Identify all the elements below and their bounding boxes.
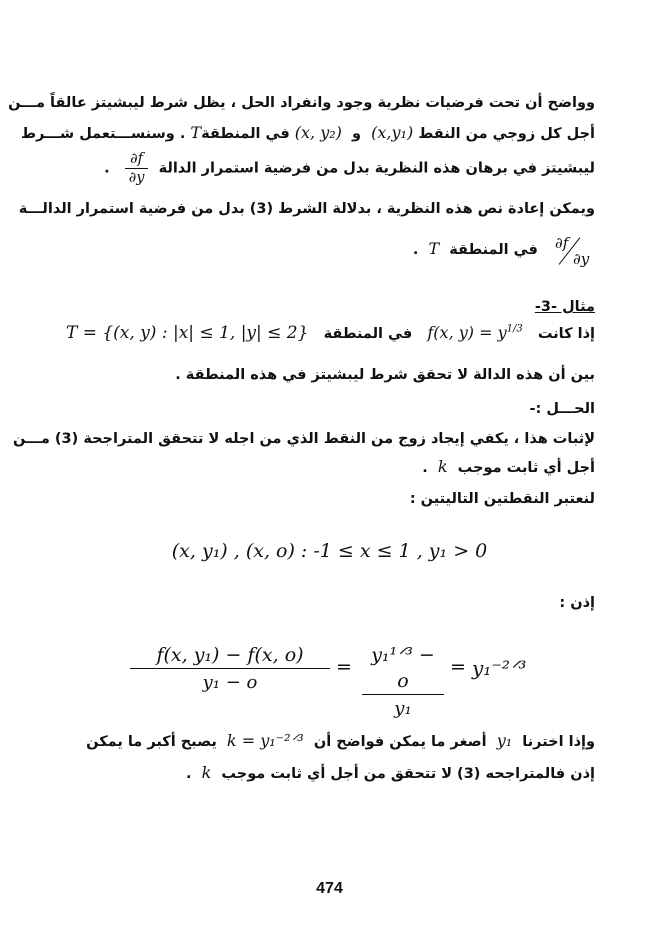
paragraph-line-4: ويمكن إعادة نص هذه النظرية ، بدلالة الشرط (3) بدل من فرضية استمرار الدالـــة: [18, 201, 595, 217]
text-segment: في المنطقة: [201, 126, 290, 142]
middle-fraction: [362, 642, 444, 723]
partial-derivative-fraction: [125, 150, 149, 187]
paragraph-line-16: [40, 762, 595, 785]
function-definition: [427, 322, 522, 344]
text-segment: في المنطقة: [449, 242, 538, 258]
equals-sign: =: [336, 656, 352, 678]
text-segment: . وسنســـتعمل شـــرط: [20, 126, 186, 142]
text-segment: أجل أي ثابت موجب: [457, 460, 595, 476]
lhs-denominator: y₁ − o: [202, 672, 258, 693]
text-segment: و: [352, 126, 362, 142]
text-segment: وإذا اخترنا: [522, 734, 595, 750]
text-segment: في المنطقة: [323, 326, 413, 342]
solution-heading: الحـــل :-: [529, 401, 595, 417]
example-heading-text: مثال -3-: [534, 299, 595, 315]
text-segment: إذن فالمتراجحه (3) لا تتحقق من أجل أي ثابت موجب: [221, 766, 595, 782]
paragraph-line-2: [20, 122, 595, 145]
constant-k: k: [437, 457, 448, 476]
region-set-definition: T = {(x, y) : |x| ≤ 1, |y| ≤ 2}: [65, 323, 309, 343]
middle-denominator: y₁: [394, 698, 412, 719]
variable-y1: y₁: [496, 731, 513, 750]
example-heading: [40, 296, 595, 318]
fraction-denominator: ∂y: [573, 250, 590, 268]
text-segment: .: [422, 460, 428, 476]
text-segment: أصغر ما يمكن فواضح أن: [313, 734, 487, 750]
lhs-fraction: [130, 642, 330, 697]
paragraph-line-12: لنعتبر النقطتين التاليتين :: [409, 491, 595, 507]
text-segment: يصبح أكبر ما يمكن: [86, 734, 217, 750]
constant-k: k: [201, 763, 212, 782]
math-region-T: T: [428, 239, 440, 258]
text-segment: .: [104, 160, 110, 177]
math-point-2: (x, y₂): [294, 123, 342, 142]
exponent: 1/3: [506, 323, 523, 335]
math-region-T: T: [190, 123, 202, 142]
text-segment: ليبشيتز في برهان هذه النظرية بدل من فرضية استمرار الدالة: [158, 160, 595, 177]
points-equation: (x, y₁) , (x, o) : -1 ≤ x ≤ 1 , y₁ > 0: [171, 540, 488, 562]
paragraph-line-1: وواضح أن تحت فرضيات نظرية وجود وانفراد الحل ، يظل شرط ليبشيتز عالقاً مـــن: [8, 95, 595, 111]
text-segment: .: [412, 242, 419, 258]
lhs-numerator: f(x, y₁) − f(x, o): [130, 642, 330, 669]
middle-numerator: y₁¹ᐟ³ − o: [362, 642, 444, 695]
paragraph-line-7: [40, 322, 595, 345]
page-number: 474: [316, 880, 343, 897]
fraction-denominator: ∂y: [128, 170, 145, 186]
text-segment: إذا كانت: [537, 326, 595, 342]
paragraph-line-10: لإثبات هذا ، يكفي إيجاد زوج من النقط الذي من اجله لا تتحقق المتراجحة (3) مـــن: [12, 431, 595, 447]
then-label: إذن :: [559, 595, 595, 611]
paragraph-line-15: [40, 730, 595, 753]
paragraph-line-3: [40, 150, 595, 187]
fraction-numerator: ∂f: [125, 150, 149, 169]
equals-sign: =: [450, 656, 466, 678]
paragraph-line-5: [40, 232, 595, 268]
partial-derivative-slash-fraction: [553, 232, 595, 268]
rhs-expression: y₁⁻²ᐟ³: [472, 656, 527, 680]
text-segment: .: [185, 766, 192, 782]
function-expression: f(x, y) = y: [427, 323, 507, 342]
paragraph-line-11: [40, 456, 595, 479]
paragraph-line-8: بين أن هذه الدالة لا تحقق شرط ليبشيتز في هذه المنطقة .: [175, 367, 595, 383]
math-point-1: (x,y₁): [371, 123, 414, 142]
k-definition: k = y₁⁻²ᐟ³: [226, 731, 304, 750]
text-segment: أجل كل زوجي من النقط: [418, 126, 595, 142]
difference-quotient-equation: [130, 642, 550, 719]
fraction-numerator: ∂f: [555, 234, 569, 252]
